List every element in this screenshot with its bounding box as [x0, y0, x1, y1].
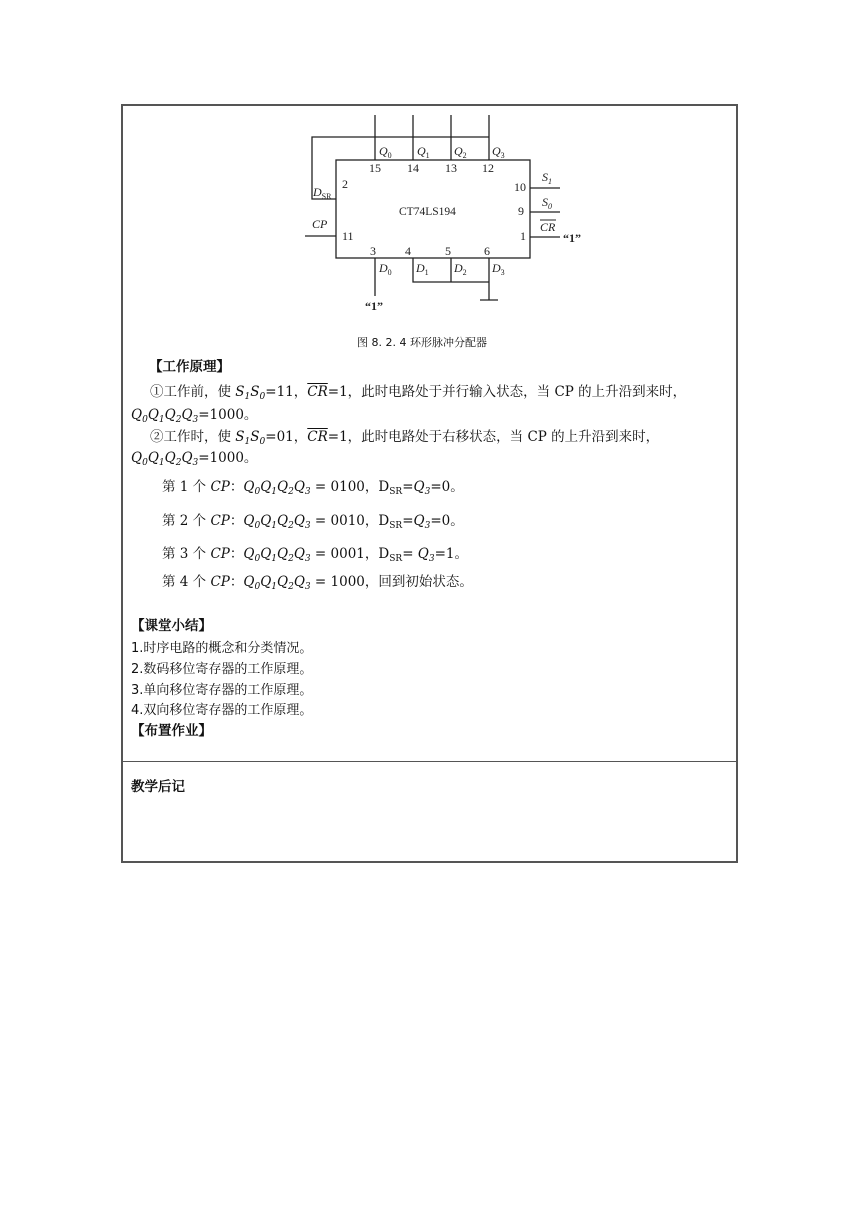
summary-item-4: 4.双向移位寄存器的工作原理。 — [131, 703, 313, 718]
q3-label: $Q_3$ — [492, 144, 505, 160]
d0-one-label: “1” — [365, 299, 383, 313]
pin-1: 1 — [520, 229, 526, 243]
d1-label: $D_1$ — [416, 261, 429, 277]
summary-item-3: 3.单向移位寄存器的工作原理。 — [131, 683, 313, 698]
notes-heading: 教学后记 — [131, 779, 185, 795]
q2-label: $Q_2$ — [454, 144, 467, 160]
s1-label: $S_1$ — [542, 170, 552, 186]
pin-10: 10 — [514, 180, 526, 194]
pin-12: 12 — [482, 161, 494, 175]
table-divider — [123, 761, 736, 762]
summary-item-1: 1.时序电路的概念和分类情况。 — [131, 641, 313, 656]
principle-p2-line1: ②工作时，使 $S_1S_0=01$，$\overline{CR}=1$，此时电路处于右移状态，当 CP 的上升沿到来时， — [150, 429, 660, 447]
summary-item-2: 2.数码移位寄存器的工作原理。 — [131, 662, 313, 677]
pin-5: 5 — [445, 244, 451, 258]
homework-heading: 【布置作业】 — [131, 723, 212, 739]
pin-4: 4 — [405, 244, 411, 258]
step-4: 第 4 个 CP：$Q_0Q_1Q_2Q_3 = 1000$，回到初始状态。 — [162, 574, 473, 592]
cr-label: CR — [540, 220, 556, 234]
d0-label: $D_0$ — [379, 261, 392, 277]
pin-11: 11 — [342, 229, 354, 243]
pin-15: 15 — [369, 161, 381, 175]
step-1: 第 1 个 CP：$Q_0Q_1Q_2Q_3 = 0100$，$D_{SR}=Q_3=0$。 — [162, 479, 464, 497]
step-2: 第 2 个 CP：$Q_0Q_1Q_2Q_3 = 0010$，$D_{SR}=Q_3=0$。 — [162, 513, 464, 531]
pin-9: 9 — [518, 204, 524, 218]
principle-heading: 【工作原理】 — [149, 359, 230, 375]
principle-p2-line2: $Q_0Q_1Q_2Q_3=1000$。 — [131, 450, 258, 468]
d3-label: $D_3$ — [492, 261, 505, 277]
dsr-label: $D_{SR}$ — [313, 185, 332, 201]
s0-label: $S_0$ — [542, 195, 552, 211]
d2-label: $D_2$ — [454, 261, 467, 277]
chip-name: CT74LS194 — [399, 206, 456, 218]
pin-6: 6 — [484, 244, 490, 258]
circuit-diagram — [0, 0, 860, 330]
pin-13: 13 — [445, 161, 457, 175]
q0-label: $Q_0$ — [379, 144, 392, 160]
q1-label: $Q_1$ — [417, 144, 430, 160]
pin-14: 14 — [407, 161, 419, 175]
pin-3: 3 — [370, 244, 376, 258]
cp-label: CP — [312, 217, 328, 231]
principle-p1-line1: ①工作前，使 $S_1S_0=11$，$\overline{CR}=1$，此时电路处于并行输入状态，当 CP 的上升沿到来时， — [150, 384, 687, 402]
figure-caption: 图 8. 2. 4 环形脉冲分配器 — [357, 336, 487, 349]
cr-one-label: “1” — [563, 231, 581, 245]
summary-heading: 【课堂小结】 — [131, 618, 212, 634]
step-3: 第 3 个 CP：$Q_0Q_1Q_2Q_3 = 0001$，$D_{SR}= Q_3=1$。 — [162, 546, 469, 564]
principle-p1-line2: $Q_0Q_1Q_2Q_3=1000$。 — [131, 407, 258, 425]
pin-2: 2 — [342, 177, 348, 191]
